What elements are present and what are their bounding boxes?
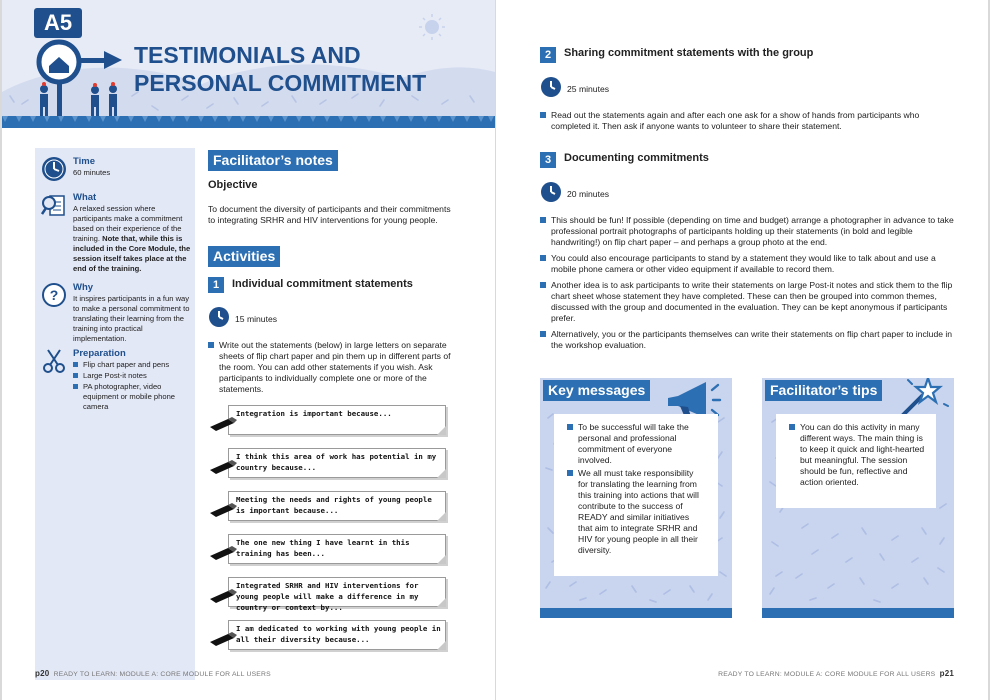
- statement-text: Integrated SRHR and HIV interventions for young people will make a difference in my country or context by...: [236, 581, 419, 612]
- page-header: [2, 0, 495, 128]
- facilitator-notes-tag: Facilitator’s notes: [208, 150, 338, 171]
- marker-pen-icon: [208, 632, 238, 646]
- page-footer-left: [35, 669, 271, 678]
- objective-text: To document the diversity of participants and their commitments to integrating SRHR and HIV interventions for young people.: [208, 204, 451, 225]
- statement-text: Meeting the needs and rights of young people is important because...: [236, 495, 432, 515]
- session-info-sidebar: [35, 148, 195, 680]
- module-code-badge: A5: [34, 8, 82, 38]
- step-1-instruction: Write out the statements (below) in large letters on separate sheets of flip chart paper and pin them up in different parts of the room. You can add other statements if you wish. Ask participants to individually complete one or more of the statements.: [208, 340, 453, 395]
- statement-note-6: [208, 620, 448, 650]
- statement-note-2: [208, 448, 448, 478]
- step-3-bullet-2: You could also encourage participants to stand by a statement they would like to talk about and use a mobile phone camera or other video equipment if available to record them.: [540, 253, 960, 275]
- marker-pen-icon: [208, 503, 238, 517]
- what-text-b: Note that, while this is included in the Core Module, the session itself takes place at the end of the training.: [73, 234, 191, 273]
- key-messages-card: [554, 414, 718, 576]
- step-3-bullet-1: This should be fun! If possible (depending on time and budget) arrange a photographer in advance to take professional portrait photographs of participants holding up their statements (in bold and legible handwriting!) on flip chart paper – and perhaps a group photo at the end.: [540, 215, 960, 248]
- why-heading: Why: [73, 282, 94, 293]
- step-3-title: Documenting commitments: [564, 152, 709, 164]
- list-item: Flip chart paper and pens: [73, 360, 193, 370]
- question-icon: [41, 282, 67, 308]
- signpost-people-icon: [32, 28, 132, 118]
- key-messages-tag: Key messages: [543, 380, 650, 401]
- step-1-duration: 15 minutes: [235, 314, 278, 324]
- step-2-instruction: Read out the statements again and after each one ask for a show of hands from participants who completed it. Then ask if anyone wants to volunteer to share their statement.: [540, 110, 960, 132]
- clock-icon: [540, 181, 562, 203]
- what-heading: What: [73, 192, 97, 203]
- facilitator-tip-1: You can do this activity in many different ways. The main thing is to keep it quick and light-hearted but meaningful. The session should be fun, reflective and action oriented.: [789, 422, 925, 488]
- statement-note-5: [208, 577, 448, 612]
- what-text-a: A relaxed session where participants make a commitment based on their experience of the training.: [73, 204, 183, 243]
- facilitator-tips-box: [762, 378, 954, 618]
- page-number: p21: [939, 669, 954, 678]
- step-1-title: Individual commitment statements: [232, 278, 413, 290]
- facilitator-tips-tag: Facilitator’s tips: [765, 380, 882, 401]
- time-heading: Time: [73, 156, 96, 167]
- marker-pen-icon: [208, 417, 238, 431]
- marker-pen-icon: [208, 460, 238, 474]
- marker-pen-icon: [208, 546, 238, 560]
- footer-text: READY TO LEARN: MODULE A: CORE MODULE FOR ALL USERS: [718, 671, 936, 678]
- statement-note-1: [208, 405, 448, 435]
- magnifier-document-icon: [41, 192, 67, 218]
- svg-text:?: ?: [49, 287, 59, 303]
- footer-text: READY TO LEARN: MODULE A: CORE MODULE FOR ALL USERS: [53, 671, 271, 678]
- objective-heading: Objective: [208, 179, 258, 191]
- header-band: [2, 116, 495, 128]
- key-message-2: We all must take responsibility for translating the learning from this training into actions that will contribute to the success of READY and similar initiatives that aim to integrate SRHR and HIV for young people in all their diversity.: [567, 468, 705, 556]
- step-3-bullet-3: Another idea is to ask participants to write their statements on large Post-it notes and stick them to the flip chart sheet whose statement they have completed. These can then be grouped into common themes, discussed with the group and documented in the evaluation. They can be kept anonymous if participants prefer.: [540, 280, 960, 324]
- clock-icon: [41, 156, 67, 182]
- statement-text: I am dedicated to working with young people in all their diversity because...: [236, 624, 441, 644]
- page-title-line-2: PERSONAL COMMITMENT: [134, 70, 427, 96]
- why-text: It inspires participants in a fun way to make a personal commitment to translating their learning from the training into practical implementation.: [73, 294, 190, 343]
- page-title-line-1: TESTIMONIALS AND: [134, 42, 361, 68]
- key-messages-box: [540, 378, 732, 618]
- step-number-3: 3: [540, 152, 556, 168]
- page-number: p20: [35, 669, 50, 678]
- step-2-duration: 25 minutes: [567, 84, 610, 94]
- clock-icon: [540, 76, 562, 98]
- what-text: [73, 204, 193, 274]
- left-page: [2, 0, 495, 700]
- activities-tag: Activities: [208, 246, 280, 267]
- key-message-1: To be successful will take the personal and professional commitment of everyone involved.: [567, 422, 705, 466]
- right-page: [496, 0, 988, 700]
- clock-icon: [208, 306, 230, 328]
- statement-note-4: [208, 534, 448, 564]
- step-3-bullet-4: Alternatively, you or the participants themselves can write their statements on flip chart paper to include in the workshop evaluation.: [540, 329, 960, 351]
- statement-text: I think this area of work has potential in my country because...: [236, 452, 437, 472]
- list-item: PA photographer, video equipment or mobile phone camera: [73, 382, 193, 412]
- sun-icon: [417, 12, 447, 42]
- step-2-title: Sharing commitment statements with the group: [564, 47, 814, 59]
- page-title: [134, 41, 426, 97]
- box-band: [762, 608, 954, 618]
- step-number-2: 2: [540, 47, 556, 63]
- statement-text: Integration is important because...: [236, 409, 392, 418]
- list-item: Large Post-it notes: [73, 371, 193, 381]
- statement-note-3: [208, 491, 448, 521]
- step-3-duration: 20 minutes: [567, 189, 610, 199]
- preparation-heading: Preparation: [73, 348, 126, 359]
- box-band: [540, 608, 732, 618]
- facilitator-tips-card: [776, 414, 936, 508]
- marker-pen-icon: [208, 589, 238, 603]
- statement-text: The one new thing I have learnt in this training has been...: [236, 538, 410, 558]
- scissors-icon: [41, 348, 67, 374]
- preparation-list: [73, 360, 193, 412]
- step-number-1: 1: [208, 277, 224, 293]
- page-footer-right: [718, 669, 954, 678]
- time-value: 60 minutes: [73, 168, 111, 177]
